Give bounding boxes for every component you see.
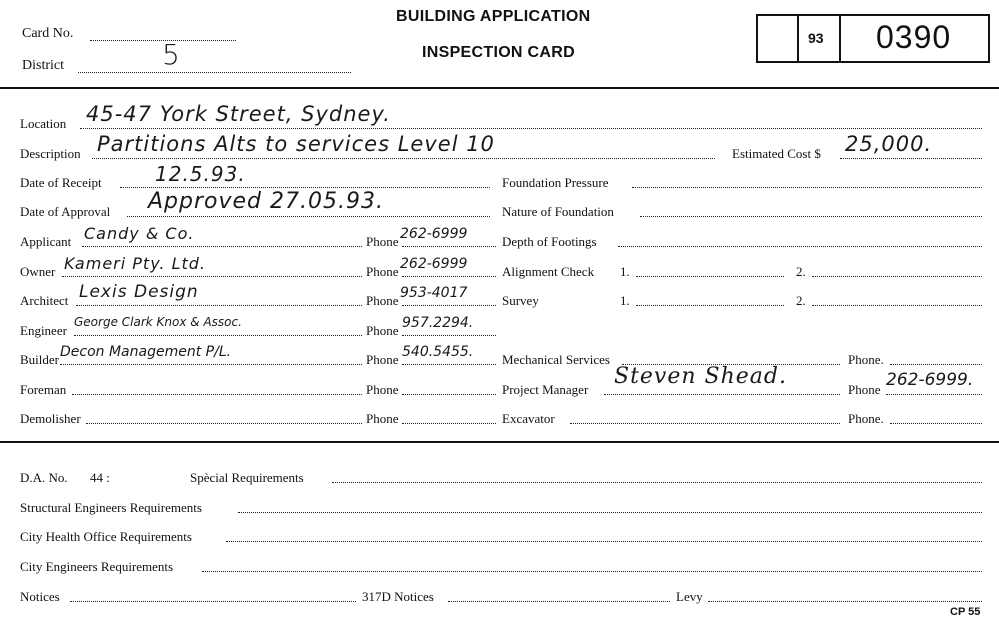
demolisher-label: Demolisher xyxy=(20,411,81,426)
excavator-line[interactable] xyxy=(570,423,840,424)
owner-label: Owner xyxy=(20,264,56,279)
project-manager-phone-value: 262-6999. xyxy=(886,370,974,390)
foreman-line[interactable] xyxy=(72,394,362,395)
foreman-phone-line[interactable] xyxy=(402,394,496,395)
special-requirements-line[interactable] xyxy=(332,482,982,483)
architect-value: Lexis Design xyxy=(79,282,199,302)
district-value: 5 xyxy=(162,38,181,71)
form-title-line2: INSPECTION CARD xyxy=(422,44,575,61)
owner-phone-label: Phone xyxy=(366,264,399,279)
owner-value: Kameri Pty. Ltd. xyxy=(64,254,207,273)
survey-2-line[interactable] xyxy=(812,305,982,306)
city-health-line[interactable] xyxy=(226,541,982,542)
survey-1-line[interactable] xyxy=(636,305,784,306)
number-box-blank-cell xyxy=(758,16,799,61)
date-of-approval-label: Date of Approval xyxy=(20,204,111,219)
survey-item-2: 2. xyxy=(796,293,806,308)
foundation-pressure-line[interactable] xyxy=(632,187,982,188)
applicant-value: Candy & Co. xyxy=(84,224,195,243)
description-line[interactable] xyxy=(92,158,715,159)
applicant-phone-value: 262-6999 xyxy=(400,226,468,242)
alignment-item-2: 2. xyxy=(796,264,806,279)
applicant-line[interactable] xyxy=(82,246,362,247)
city-engineers-line[interactable] xyxy=(202,571,982,572)
engineer-line[interactable] xyxy=(74,335,362,336)
engineer-label: Engineer xyxy=(20,323,67,338)
estimated-cost-value: 25,000. xyxy=(845,132,933,156)
form-code: CP 55 xyxy=(950,606,981,618)
builder-value: Decon Management P/L. xyxy=(60,344,232,360)
excavator-phone-label: Phone. xyxy=(848,411,884,426)
location-value: 45-47 York Street, Sydney. xyxy=(86,102,391,126)
applicant-label: Applicant xyxy=(20,234,72,249)
builder-label: Builder xyxy=(20,352,59,367)
date-of-receipt-value: 12.5.93. xyxy=(155,162,246,186)
architect-line[interactable] xyxy=(76,305,362,306)
notices-label: Notices xyxy=(20,589,60,604)
demolisher-phone-line[interactable] xyxy=(402,423,496,424)
district-line[interactable] xyxy=(78,72,351,73)
builder-phone-label: Phone xyxy=(366,352,399,367)
project-manager-label: Project Manager xyxy=(502,382,589,397)
excavator-label: Excavator xyxy=(502,411,555,426)
mechanical-phone-label: Phone. xyxy=(848,352,884,367)
notices-317d-label: 317D Notices xyxy=(362,589,434,604)
depth-of-footings-label: Depth of Footings xyxy=(502,234,597,249)
architect-label: Architect xyxy=(20,293,69,308)
architect-phone-value: 953-4017 xyxy=(400,285,468,301)
date-of-receipt-label: Date of Receipt xyxy=(20,175,102,190)
city-health-label: City Health Office Requirements xyxy=(20,529,192,544)
date-of-approval-value: Approved 27.05.93. xyxy=(148,189,384,214)
architect-phone-line[interactable] xyxy=(402,305,496,306)
engineer-phone-line[interactable] xyxy=(402,335,496,336)
special-requirements-label: Spècial Requirements xyxy=(190,470,304,485)
alignment-1-line[interactable] xyxy=(636,276,784,277)
owner-line[interactable] xyxy=(62,276,362,277)
project-manager-signature: Steven Shead. xyxy=(614,364,787,389)
nature-of-foundation-label: Nature of Foundation xyxy=(502,204,614,219)
date-of-approval-line[interactable] xyxy=(127,216,490,217)
owner-phone-line[interactable] xyxy=(402,276,496,277)
number-box-number: 0390 xyxy=(876,19,952,55)
structural-engineers-line[interactable] xyxy=(238,512,982,513)
owner-phone-value: 262-6999 xyxy=(400,256,468,272)
levy-line[interactable] xyxy=(708,601,982,602)
applicant-phone-label: Phone xyxy=(366,234,399,249)
form-title-line1: BUILDING APPLICATION xyxy=(396,8,591,25)
builder-phone-value: 540.5455. xyxy=(402,344,474,360)
survey-label: Survey xyxy=(502,293,539,308)
mechanical-phone-line[interactable] xyxy=(890,364,982,365)
card-no-label: Card No. xyxy=(22,26,74,41)
excavator-phone-line[interactable] xyxy=(890,423,982,424)
location-line[interactable] xyxy=(80,128,982,129)
da-no-value: 44 : xyxy=(90,470,110,485)
alignment-2-line[interactable] xyxy=(812,276,982,277)
builder-line[interactable] xyxy=(60,364,362,365)
applicant-phone-line[interactable] xyxy=(402,246,496,247)
engineer-value: George Clark Knox & Assoc. xyxy=(74,315,242,329)
alignment-check-label: Alignment Check xyxy=(502,264,595,279)
project-manager-line[interactable] xyxy=(604,394,840,395)
estimated-cost-label: Estimated Cost $ xyxy=(732,146,821,161)
builder-phone-line[interactable] xyxy=(402,364,496,365)
architect-phone-label: Phone xyxy=(366,293,399,308)
description-value: Partitions Alts to services Level 10 xyxy=(97,132,495,156)
mechanical-services-label: Mechanical Services xyxy=(502,352,610,367)
notices-line[interactable] xyxy=(70,601,356,602)
da-no-label: D.A. No. xyxy=(20,470,68,485)
notices-317d-line[interactable] xyxy=(448,601,670,602)
district-label: District xyxy=(22,58,64,73)
application-number-box xyxy=(756,14,990,63)
depth-of-footings-line[interactable] xyxy=(618,246,982,247)
foreman-label: Foreman xyxy=(20,382,67,397)
survey-item-1: 1. xyxy=(620,293,630,308)
structural-engineers-label: Structural Engineers Requirements xyxy=(20,500,202,515)
header-divider xyxy=(0,87,999,89)
middle-divider xyxy=(0,441,999,443)
project-manager-phone-label: Phone xyxy=(848,382,881,397)
project-manager-phone-line[interactable] xyxy=(886,394,982,395)
location-label: Location xyxy=(20,116,67,131)
date-of-receipt-line[interactable] xyxy=(120,187,490,188)
levy-label: Levy xyxy=(676,589,703,604)
description-label: Description xyxy=(20,146,81,161)
demolisher-phone-label: Phone xyxy=(366,411,399,426)
demolisher-line[interactable] xyxy=(86,423,362,424)
engineer-phone-value: 957.2294. xyxy=(402,315,474,331)
foreman-phone-label: Phone xyxy=(366,382,399,397)
engineer-phone-label: Phone xyxy=(366,323,399,338)
estimated-cost-line[interactable] xyxy=(840,158,982,159)
number-box-year-cell xyxy=(799,16,841,61)
number-box-year: 93 xyxy=(808,30,824,46)
foundation-pressure-label: Foundation Pressure xyxy=(502,175,609,190)
nature-of-foundation-line[interactable] xyxy=(640,216,982,217)
alignment-item-1: 1. xyxy=(620,264,630,279)
city-engineers-label: City Engineers Requirements xyxy=(20,559,174,574)
